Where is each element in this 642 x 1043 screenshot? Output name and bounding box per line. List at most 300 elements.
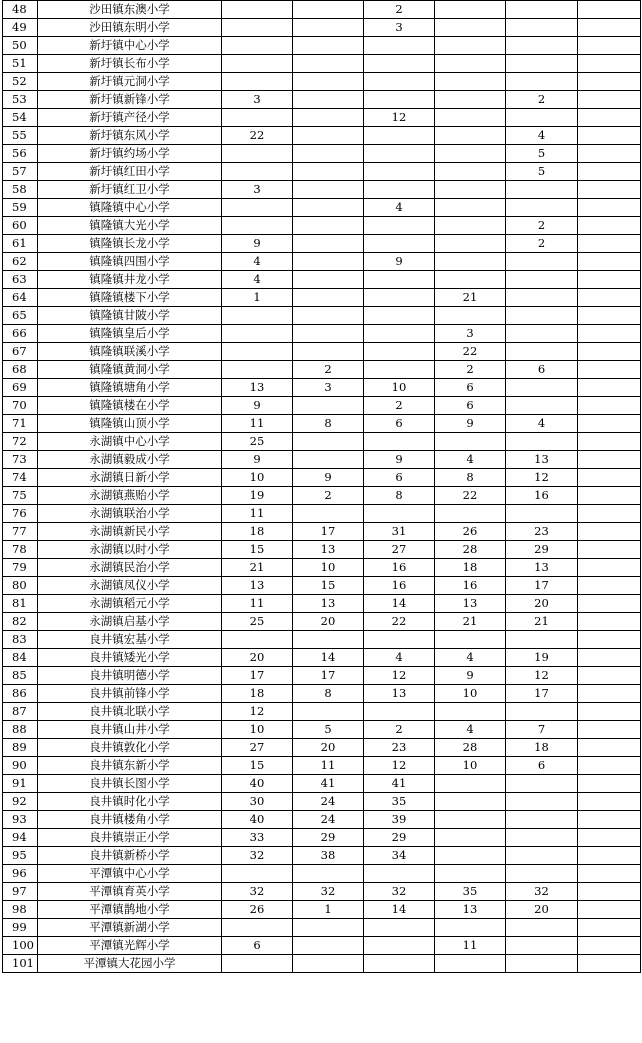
value-cell: 13 — [293, 541, 364, 559]
value-cell: 10 — [222, 469, 293, 487]
value-cell: 3 — [222, 91, 293, 109]
value-cell — [578, 361, 641, 379]
value-cell: 19 — [222, 487, 293, 505]
value-cell — [364, 37, 435, 55]
table-row — [3, 631, 641, 649]
value-cell — [364, 937, 435, 955]
value-cell: 35 — [364, 793, 435, 811]
value-cell: 15 — [222, 757, 293, 775]
value-cell: 20 — [222, 649, 293, 667]
value-cell — [364, 163, 435, 181]
school-data-table — [2, 0, 641, 973]
row-number: 83 — [3, 631, 38, 649]
value-cell — [222, 217, 293, 235]
value-cell — [293, 1, 364, 19]
value-cell: 6 — [364, 415, 435, 433]
table-row — [3, 667, 641, 685]
value-cell — [435, 127, 506, 145]
table-row — [3, 595, 641, 613]
value-cell: 13 — [435, 901, 506, 919]
table-body — [3, 1, 641, 973]
value-cell: 23 — [364, 739, 435, 757]
value-cell: 8 — [435, 469, 506, 487]
value-cell — [506, 1, 578, 19]
value-cell — [578, 775, 641, 793]
value-cell: 1 — [222, 289, 293, 307]
value-cell — [435, 793, 506, 811]
value-cell — [578, 883, 641, 901]
value-cell — [364, 55, 435, 73]
value-cell: 8 — [293, 415, 364, 433]
value-cell: 28 — [435, 739, 506, 757]
value-cell — [506, 379, 578, 397]
value-cell — [578, 793, 641, 811]
value-cell — [435, 217, 506, 235]
value-cell — [293, 325, 364, 343]
row-number: 88 — [3, 721, 38, 739]
school-name: 沙田镇东澳小学 — [38, 1, 222, 19]
value-cell — [222, 19, 293, 37]
value-cell — [506, 73, 578, 91]
school-name: 镇隆镇中心小学 — [38, 199, 222, 217]
table-row — [3, 793, 641, 811]
value-cell: 2 — [293, 361, 364, 379]
value-cell: 30 — [222, 793, 293, 811]
value-cell — [506, 19, 578, 37]
value-cell — [222, 37, 293, 55]
value-cell — [364, 73, 435, 91]
value-cell — [578, 829, 641, 847]
value-cell — [364, 307, 435, 325]
value-cell: 13 — [435, 595, 506, 613]
value-cell — [222, 919, 293, 937]
row-number: 98 — [3, 901, 38, 919]
value-cell: 17 — [222, 667, 293, 685]
value-cell — [364, 703, 435, 721]
value-cell — [578, 1, 641, 19]
row-number: 64 — [3, 289, 38, 307]
table-row — [3, 685, 641, 703]
row-number: 87 — [3, 703, 38, 721]
value-cell — [222, 73, 293, 91]
value-cell: 17 — [506, 577, 578, 595]
value-cell — [578, 523, 641, 541]
value-cell — [578, 451, 641, 469]
value-cell — [578, 433, 641, 451]
school-name: 良井镇敦化小学 — [38, 739, 222, 757]
row-number: 78 — [3, 541, 38, 559]
value-cell: 21 — [222, 559, 293, 577]
value-cell — [293, 289, 364, 307]
value-cell — [222, 865, 293, 883]
row-number: 91 — [3, 775, 38, 793]
value-cell — [293, 73, 364, 91]
value-cell: 10 — [435, 757, 506, 775]
value-cell: 28 — [435, 541, 506, 559]
value-cell — [578, 235, 641, 253]
value-cell — [293, 955, 364, 973]
value-cell: 4 — [506, 415, 578, 433]
value-cell: 20 — [293, 739, 364, 757]
value-cell: 11 — [435, 937, 506, 955]
value-cell: 7 — [506, 721, 578, 739]
row-number: 100 — [3, 937, 38, 955]
table-row — [3, 469, 641, 487]
value-cell: 2 — [364, 397, 435, 415]
value-cell — [364, 181, 435, 199]
row-number: 63 — [3, 271, 38, 289]
value-cell: 6 — [364, 469, 435, 487]
value-cell — [364, 145, 435, 163]
value-cell — [578, 199, 641, 217]
value-cell — [364, 91, 435, 109]
value-cell — [506, 253, 578, 271]
value-cell — [435, 307, 506, 325]
value-cell: 41 — [293, 775, 364, 793]
value-cell: 18 — [222, 685, 293, 703]
value-cell: 6 — [435, 379, 506, 397]
value-cell — [506, 109, 578, 127]
value-cell: 12 — [364, 109, 435, 127]
value-cell — [506, 811, 578, 829]
school-name: 平潭镇育英小学 — [38, 883, 222, 901]
value-cell — [293, 163, 364, 181]
school-name: 沙田镇东明小学 — [38, 19, 222, 37]
table-row — [3, 235, 641, 253]
value-cell — [435, 847, 506, 865]
table-row — [3, 127, 641, 145]
value-cell — [578, 505, 641, 523]
value-cell: 26 — [222, 901, 293, 919]
school-name: 镇隆镇楼在小学 — [38, 397, 222, 415]
value-cell: 9 — [364, 451, 435, 469]
value-cell — [506, 325, 578, 343]
row-number: 69 — [3, 379, 38, 397]
value-cell — [435, 1, 506, 19]
school-name: 良井镇宏基小学 — [38, 631, 222, 649]
value-cell — [506, 865, 578, 883]
value-cell: 9 — [222, 451, 293, 469]
value-cell — [506, 307, 578, 325]
value-cell: 25 — [222, 613, 293, 631]
school-name: 新圩镇长布小学 — [38, 55, 222, 73]
school-name: 镇隆镇长龙小学 — [38, 235, 222, 253]
value-cell: 4 — [435, 451, 506, 469]
value-cell — [435, 271, 506, 289]
table-row — [3, 505, 641, 523]
row-number: 92 — [3, 793, 38, 811]
value-cell — [578, 271, 641, 289]
table-row — [3, 397, 641, 415]
value-cell — [578, 721, 641, 739]
value-cell: 13 — [293, 595, 364, 613]
value-cell: 5 — [293, 721, 364, 739]
school-name: 良井镇明德小学 — [38, 667, 222, 685]
value-cell — [293, 631, 364, 649]
value-cell — [578, 919, 641, 937]
row-number: 48 — [3, 1, 38, 19]
table-row — [3, 253, 641, 271]
value-cell — [435, 811, 506, 829]
row-number: 85 — [3, 667, 38, 685]
row-number: 72 — [3, 433, 38, 451]
value-cell — [578, 397, 641, 415]
value-cell: 11 — [222, 595, 293, 613]
school-name: 永湖镇启基小学 — [38, 613, 222, 631]
value-cell: 40 — [222, 811, 293, 829]
value-cell: 9 — [364, 253, 435, 271]
value-cell — [578, 955, 641, 973]
value-cell — [222, 343, 293, 361]
value-cell — [435, 631, 506, 649]
value-cell — [293, 199, 364, 217]
row-number: 65 — [3, 307, 38, 325]
value-cell — [578, 487, 641, 505]
school-name: 永湖镇联治小学 — [38, 505, 222, 523]
row-number: 51 — [3, 55, 38, 73]
school-name: 新圩镇红卫小学 — [38, 181, 222, 199]
row-number: 79 — [3, 559, 38, 577]
value-cell — [293, 145, 364, 163]
value-cell — [364, 325, 435, 343]
row-number: 81 — [3, 595, 38, 613]
value-cell: 39 — [364, 811, 435, 829]
value-cell: 21 — [435, 613, 506, 631]
value-cell: 13 — [506, 559, 578, 577]
value-cell: 8 — [293, 685, 364, 703]
row-number: 53 — [3, 91, 38, 109]
school-name: 良井镇崇正小学 — [38, 829, 222, 847]
value-cell: 2 — [293, 487, 364, 505]
school-name: 永湖镇中心小学 — [38, 433, 222, 451]
value-cell: 15 — [222, 541, 293, 559]
value-cell: 4 — [435, 649, 506, 667]
value-cell — [506, 397, 578, 415]
value-cell — [578, 631, 641, 649]
value-cell — [293, 37, 364, 55]
value-cell — [222, 307, 293, 325]
table-row — [3, 577, 641, 595]
school-name: 镇隆镇大光小学 — [38, 217, 222, 235]
row-number: 60 — [3, 217, 38, 235]
value-cell — [578, 217, 641, 235]
table-row — [3, 55, 641, 73]
table-row — [3, 181, 641, 199]
value-cell: 4 — [222, 271, 293, 289]
value-cell — [293, 253, 364, 271]
value-cell: 16 — [506, 487, 578, 505]
value-cell: 9 — [293, 469, 364, 487]
table-row — [3, 559, 641, 577]
value-cell — [435, 433, 506, 451]
value-cell: 3 — [293, 379, 364, 397]
value-cell: 2 — [506, 235, 578, 253]
value-cell: 2 — [364, 721, 435, 739]
value-cell — [578, 163, 641, 181]
value-cell: 27 — [364, 541, 435, 559]
table-row — [3, 883, 641, 901]
school-name: 良井镇时化小学 — [38, 793, 222, 811]
table-row — [3, 649, 641, 667]
value-cell: 17 — [293, 667, 364, 685]
value-cell: 13 — [506, 451, 578, 469]
row-number: 49 — [3, 19, 38, 37]
value-cell: 32 — [364, 883, 435, 901]
value-cell: 21 — [506, 613, 578, 631]
value-cell — [506, 847, 578, 865]
school-name: 新圩镇元洞小学 — [38, 73, 222, 91]
value-cell — [222, 199, 293, 217]
value-cell: 24 — [293, 811, 364, 829]
value-cell: 4 — [435, 721, 506, 739]
value-cell: 2 — [435, 361, 506, 379]
school-name: 平潭镇中心小学 — [38, 865, 222, 883]
row-number: 80 — [3, 577, 38, 595]
value-cell — [578, 325, 641, 343]
school-name: 永湖镇以时小学 — [38, 541, 222, 559]
value-cell: 2 — [506, 91, 578, 109]
value-cell — [506, 271, 578, 289]
school-name: 良井镇东新小学 — [38, 757, 222, 775]
value-cell — [293, 127, 364, 145]
row-number: 66 — [3, 325, 38, 343]
row-number: 52 — [3, 73, 38, 91]
value-cell — [364, 271, 435, 289]
row-number: 94 — [3, 829, 38, 847]
table-row — [3, 487, 641, 505]
value-cell — [578, 415, 641, 433]
school-name: 镇隆镇楼下小学 — [38, 289, 222, 307]
value-cell: 13 — [222, 379, 293, 397]
value-cell — [578, 901, 641, 919]
value-cell: 34 — [364, 847, 435, 865]
table-row — [3, 73, 641, 91]
value-cell: 6 — [506, 361, 578, 379]
value-cell: 41 — [364, 775, 435, 793]
row-number: 84 — [3, 649, 38, 667]
value-cell: 10 — [364, 379, 435, 397]
value-cell — [506, 829, 578, 847]
value-cell: 9 — [435, 667, 506, 685]
row-number: 97 — [3, 883, 38, 901]
value-cell: 40 — [222, 775, 293, 793]
school-name: 永湖镇凤仪小学 — [38, 577, 222, 595]
value-cell — [578, 19, 641, 37]
value-cell — [435, 73, 506, 91]
value-cell — [293, 451, 364, 469]
row-number: 57 — [3, 163, 38, 181]
value-cell — [364, 217, 435, 235]
value-cell: 17 — [506, 685, 578, 703]
value-cell — [578, 127, 641, 145]
value-cell: 3 — [364, 19, 435, 37]
table-row — [3, 613, 641, 631]
value-cell: 24 — [293, 793, 364, 811]
value-cell — [435, 145, 506, 163]
value-cell: 26 — [435, 523, 506, 541]
row-number: 93 — [3, 811, 38, 829]
value-cell — [293, 937, 364, 955]
value-cell: 5 — [506, 145, 578, 163]
value-cell — [578, 181, 641, 199]
value-cell — [222, 361, 293, 379]
value-cell: 32 — [293, 883, 364, 901]
school-name: 永湖镇燕贻小学 — [38, 487, 222, 505]
value-cell — [364, 433, 435, 451]
row-number: 99 — [3, 919, 38, 937]
value-cell: 3 — [435, 325, 506, 343]
school-name: 良井镇楼角小学 — [38, 811, 222, 829]
value-cell: 25 — [222, 433, 293, 451]
value-cell: 22 — [435, 343, 506, 361]
value-cell — [364, 919, 435, 937]
value-cell — [578, 289, 641, 307]
value-cell — [578, 577, 641, 595]
value-cell — [435, 829, 506, 847]
value-cell — [578, 253, 641, 271]
value-cell: 6 — [506, 757, 578, 775]
school-name: 平潭镇大花园小学 — [38, 955, 222, 973]
row-number: 54 — [3, 109, 38, 127]
row-number: 86 — [3, 685, 38, 703]
table-row — [3, 19, 641, 37]
table-row — [3, 145, 641, 163]
table-row — [3, 721, 641, 739]
value-cell: 22 — [222, 127, 293, 145]
value-cell: 13 — [222, 577, 293, 595]
row-number: 59 — [3, 199, 38, 217]
value-cell — [578, 73, 641, 91]
row-number: 95 — [3, 847, 38, 865]
value-cell — [293, 865, 364, 883]
value-cell: 21 — [435, 289, 506, 307]
value-cell: 12 — [364, 667, 435, 685]
value-cell: 3 — [222, 181, 293, 199]
table-row — [3, 379, 641, 397]
row-number: 73 — [3, 451, 38, 469]
value-cell — [506, 37, 578, 55]
value-cell: 17 — [293, 523, 364, 541]
row-number: 77 — [3, 523, 38, 541]
value-cell: 35 — [435, 883, 506, 901]
value-cell: 12 — [506, 469, 578, 487]
value-cell — [293, 343, 364, 361]
row-number: 68 — [3, 361, 38, 379]
row-number: 50 — [3, 37, 38, 55]
value-cell: 29 — [364, 829, 435, 847]
value-cell — [364, 631, 435, 649]
row-number: 76 — [3, 505, 38, 523]
value-cell: 16 — [364, 559, 435, 577]
school-name: 镇隆镇联溪小学 — [38, 343, 222, 361]
value-cell: 6 — [222, 937, 293, 955]
value-cell — [293, 307, 364, 325]
table-row — [3, 1, 641, 19]
value-cell: 14 — [293, 649, 364, 667]
value-cell — [578, 739, 641, 757]
value-cell — [435, 199, 506, 217]
value-cell — [435, 703, 506, 721]
value-cell: 12 — [222, 703, 293, 721]
value-cell: 29 — [293, 829, 364, 847]
table-row — [3, 109, 641, 127]
value-cell — [293, 235, 364, 253]
value-cell — [506, 505, 578, 523]
value-cell — [293, 19, 364, 37]
value-cell: 4 — [222, 253, 293, 271]
school-name: 新圩镇产径小学 — [38, 109, 222, 127]
school-name: 良井镇北联小学 — [38, 703, 222, 721]
